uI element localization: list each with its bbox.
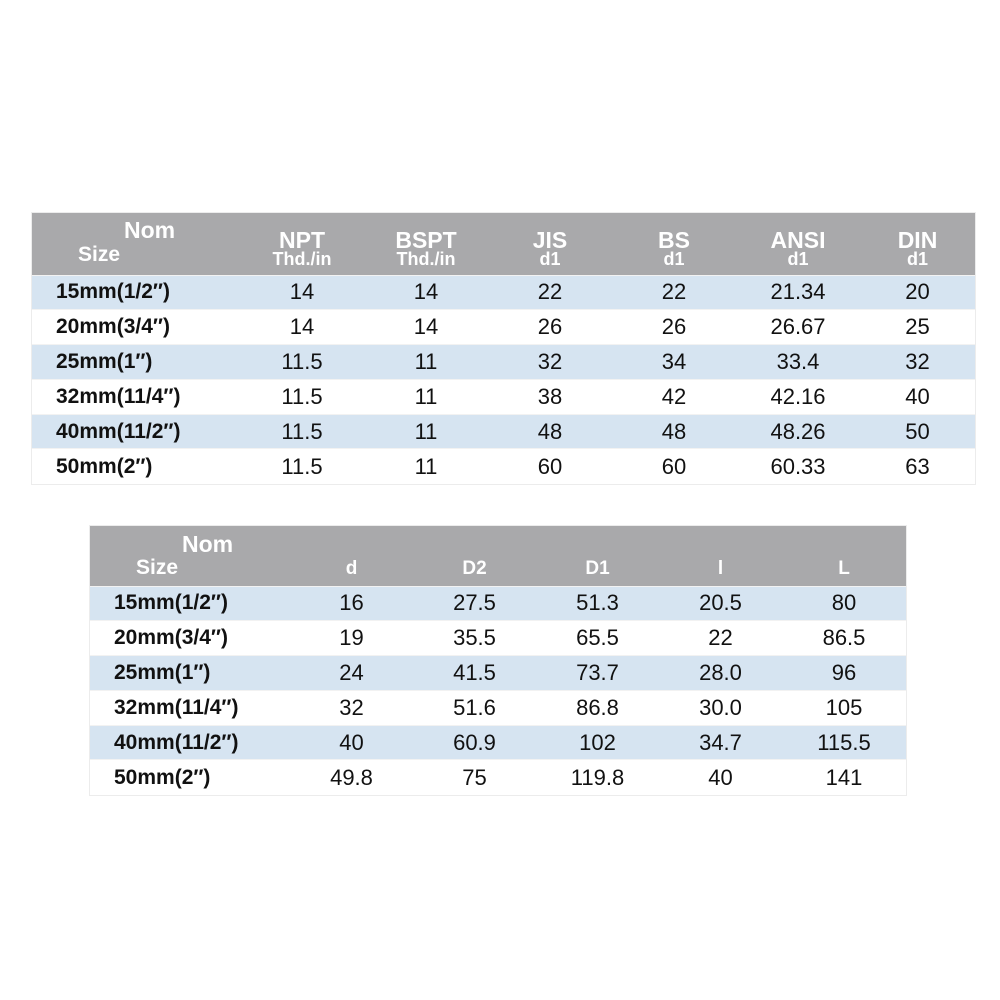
column-header-bspt [364, 213, 488, 275]
table-cell: 75 [413, 760, 536, 795]
table-cell: 42.16 [736, 379, 860, 414]
table-cell: 11.5 [240, 414, 364, 449]
table-row [90, 621, 906, 656]
table-row [90, 760, 906, 795]
column-header-jis [488, 213, 612, 275]
table-cell: 22 [659, 621, 782, 656]
table-cell: 40 [290, 725, 413, 760]
size-cell: 32mm(11/4″) [32, 379, 240, 414]
size-cell: 25mm(1″) [32, 345, 240, 380]
table-cell: 14 [240, 310, 364, 345]
column-header-d2 [413, 526, 536, 586]
table-cell: 105 [782, 690, 906, 725]
table-cell: 22 [612, 275, 736, 310]
column-header-label: l [717, 557, 724, 579]
table-cell: 48.26 [736, 414, 860, 449]
table-cell: 42 [612, 379, 736, 414]
size-cell: 25mm(1″) [90, 656, 290, 691]
size-cell: 20mm(3/4″) [90, 621, 290, 656]
table-cell: 26 [612, 310, 736, 345]
table-cell: 86.8 [536, 690, 659, 725]
table-cell: 51.3 [536, 586, 659, 621]
table-cell: 28.0 [659, 656, 782, 691]
table-cell: 63 [860, 449, 975, 484]
table-cell: 49.8 [290, 760, 413, 795]
thread-spec-table [32, 213, 975, 484]
table-row [32, 414, 975, 449]
table-row [32, 275, 975, 310]
table-cell: 34.7 [659, 725, 782, 760]
table-row [90, 586, 906, 621]
column-header-main: ANSI [770, 226, 826, 253]
table-row [32, 345, 975, 380]
table-cell: 11 [364, 345, 488, 380]
table-cell: 14 [240, 275, 364, 310]
table-cell: 11.5 [240, 449, 364, 484]
table-row [90, 656, 906, 691]
size-cell: 15mm(1/2″) [32, 275, 240, 310]
column-header-main: NPT [279, 226, 325, 253]
column-header-main: JIS [532, 226, 568, 253]
table-header-row [32, 213, 975, 275]
table-cell: 48 [612, 414, 736, 449]
column-header-main: BSPT [395, 226, 457, 253]
column-header-sub: d1 [539, 248, 561, 269]
table-cell: 21.34 [736, 275, 860, 310]
table-cell: 25 [860, 310, 975, 345]
table-cell: 40 [860, 379, 975, 414]
column-header-main: BS [658, 226, 690, 253]
size-cell: 20mm(3/4″) [32, 310, 240, 345]
column-header-sub: Thd./in [272, 248, 332, 269]
size-cell: 50mm(2″) [90, 760, 290, 795]
column-header-l-upper [782, 526, 906, 586]
size-cell: 50mm(2″) [32, 449, 240, 484]
table-cell: 11.5 [240, 345, 364, 380]
table-cell: 119.8 [536, 760, 659, 795]
table-cell: 26 [488, 310, 612, 345]
table-cell: 20 [860, 275, 975, 310]
table-cell: 24 [290, 656, 413, 691]
table-cell: 11 [364, 449, 488, 484]
table-cell: 96 [782, 656, 906, 691]
table-cell: 38 [488, 379, 612, 414]
table-header-row [90, 526, 906, 586]
column-header-sub: d1 [787, 248, 809, 269]
table-cell: 11.5 [240, 379, 364, 414]
table-cell: 73.7 [536, 656, 659, 691]
table-row [32, 310, 975, 345]
size-column-header [90, 526, 290, 586]
table-cell: 60.33 [736, 449, 860, 484]
table-cell: 80 [782, 586, 906, 621]
table-cell: 60 [488, 449, 612, 484]
table-cell: 115.5 [782, 725, 906, 760]
table-cell: 48 [488, 414, 612, 449]
table-cell: 26.67 [736, 310, 860, 345]
table-cell: 16 [290, 586, 413, 621]
column-header-sub: d1 [663, 248, 685, 269]
column-header-l-lower [659, 526, 782, 586]
table-cell: 20.5 [659, 586, 782, 621]
table-cell: 22 [488, 275, 612, 310]
table-cell: 35.5 [413, 621, 536, 656]
table-cell: 86.5 [782, 621, 906, 656]
table-row [90, 690, 906, 725]
column-header-label: L [838, 557, 850, 579]
column-header-sub: d1 [906, 248, 928, 269]
column-header-npt [240, 213, 364, 275]
size-cell: 32mm(11/4″) [90, 690, 290, 725]
table-cell: 102 [536, 725, 659, 760]
table-cell: 50 [860, 414, 975, 449]
table-cell: 30.0 [659, 690, 782, 725]
column-header-din [860, 213, 975, 275]
table-cell: 40 [659, 760, 782, 795]
table-cell: 65.5 [536, 621, 659, 656]
size-cell: 15mm(1/2″) [90, 586, 290, 621]
table-cell: 141 [782, 760, 906, 795]
column-header-sub: Thd./in [396, 248, 456, 269]
column-header-d [290, 526, 413, 586]
table-cell: 60.9 [413, 725, 536, 760]
table-row [32, 379, 975, 414]
dimension-spec-table [90, 526, 906, 795]
table-cell: 41.5 [413, 656, 536, 691]
size-cell: 40mm(11/2″) [32, 414, 240, 449]
column-header-d1 [536, 526, 659, 586]
column-header-ansi [736, 213, 860, 275]
size-header-line2: Size [136, 556, 179, 579]
table-cell: 14 [364, 310, 488, 345]
size-header-line1: Nom [124, 217, 176, 243]
table-cell: 32 [488, 345, 612, 380]
size-column-header [32, 213, 240, 275]
table-row [32, 449, 975, 484]
size-header-line1: Nom [182, 531, 234, 557]
table-cell: 32 [860, 345, 975, 380]
column-header-label: D1 [585, 557, 610, 579]
table-row [90, 725, 906, 760]
size-header-line2: Size [78, 243, 121, 266]
column-header-label: d [345, 557, 358, 579]
table-cell: 34 [612, 345, 736, 380]
table-cell: 51.6 [413, 690, 536, 725]
column-header-bs [612, 213, 736, 275]
table-cell: 32 [290, 690, 413, 725]
table-cell: 14 [364, 275, 488, 310]
table-cell: 60 [612, 449, 736, 484]
table-cell: 11 [364, 379, 488, 414]
table-cell: 27.5 [413, 586, 536, 621]
table-cell: 33.4 [736, 345, 860, 380]
column-header-label: D2 [462, 557, 487, 579]
table-cell: 11 [364, 414, 488, 449]
column-header-main: DIN [897, 226, 938, 253]
table-cell: 19 [290, 621, 413, 656]
size-cell: 40mm(11/2″) [90, 725, 290, 760]
